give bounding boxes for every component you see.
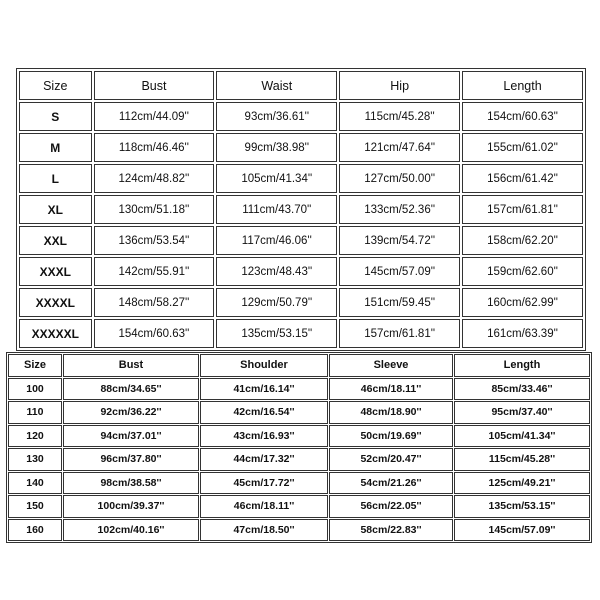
table-row bbox=[19, 288, 583, 317]
cell-hip: 145cm/57.09'' bbox=[339, 257, 460, 286]
header-bust: Bust bbox=[63, 354, 199, 377]
cell-size: XXL bbox=[19, 226, 92, 255]
cell-hip: 151cm/59.45'' bbox=[339, 288, 460, 317]
header-bust: Bust bbox=[94, 71, 215, 100]
cell-length: 158cm/62.20'' bbox=[462, 226, 583, 255]
cell-length: 159cm/62.60'' bbox=[462, 257, 583, 286]
table-row bbox=[19, 319, 583, 348]
cell-size: 120 bbox=[8, 425, 62, 448]
cell-size: 110 bbox=[8, 401, 62, 424]
cell-shoulder: 46cm/18.11'' bbox=[200, 495, 328, 518]
cell-size: 140 bbox=[8, 472, 62, 495]
cell-length: 161cm/63.39'' bbox=[462, 319, 583, 348]
cell-waist: 99cm/38.98'' bbox=[216, 133, 337, 162]
cell-waist: 117cm/46.06'' bbox=[216, 226, 337, 255]
cell-sleeve: 54cm/21.26'' bbox=[329, 472, 453, 495]
cell-size: XXXL bbox=[19, 257, 92, 286]
table-row bbox=[19, 133, 583, 162]
cell-length: 135cm/53.15'' bbox=[454, 495, 590, 518]
cell-size: S bbox=[19, 102, 92, 131]
cell-waist: 105cm/41.34'' bbox=[216, 164, 337, 193]
cell-sleeve: 52cm/20.47'' bbox=[329, 448, 453, 471]
cell-waist: 111cm/43.70'' bbox=[216, 195, 337, 224]
cell-bust: 88cm/34.65'' bbox=[63, 378, 199, 401]
table-row bbox=[19, 226, 583, 255]
cell-size: 130 bbox=[8, 448, 62, 471]
cell-size: 150 bbox=[8, 495, 62, 518]
cell-size: XXXXXL bbox=[19, 319, 92, 348]
cell-shoulder: 43cm/16.93'' bbox=[200, 425, 328, 448]
table-header-row bbox=[8, 354, 590, 377]
cell-bust: 94cm/37.01'' bbox=[63, 425, 199, 448]
header-length: Length bbox=[454, 354, 590, 377]
table-row bbox=[8, 519, 590, 542]
cell-bust: 118cm/46.46'' bbox=[94, 133, 215, 162]
cell-sleeve: 46cm/18.11'' bbox=[329, 378, 453, 401]
cell-sleeve: 58cm/22.83'' bbox=[329, 519, 453, 542]
cell-waist: 123cm/48.43'' bbox=[216, 257, 337, 286]
cell-shoulder: 41cm/16.14'' bbox=[200, 378, 328, 401]
header-size: Size bbox=[8, 354, 62, 377]
cell-hip: 121cm/47.64'' bbox=[339, 133, 460, 162]
cell-length: 125cm/49.21'' bbox=[454, 472, 590, 495]
cell-sleeve: 48cm/18.90'' bbox=[329, 401, 453, 424]
cell-bust: 102cm/40.16'' bbox=[63, 519, 199, 542]
cell-bust: 92cm/36.22'' bbox=[63, 401, 199, 424]
cell-size: XL bbox=[19, 195, 92, 224]
table-row bbox=[8, 495, 590, 518]
adult-size-chart-table bbox=[16, 68, 586, 351]
cell-length: 95cm/37.40'' bbox=[454, 401, 590, 424]
cell-length: 155cm/61.02'' bbox=[462, 133, 583, 162]
cell-length: 115cm/45.28'' bbox=[454, 448, 590, 471]
cell-hip: 115cm/45.28'' bbox=[339, 102, 460, 131]
cell-hip: 157cm/61.81'' bbox=[339, 319, 460, 348]
header-hip: Hip bbox=[339, 71, 460, 100]
cell-waist: 93cm/36.61'' bbox=[216, 102, 337, 131]
table-header-row bbox=[19, 71, 583, 100]
table-row bbox=[8, 401, 590, 424]
cell-length: 145cm/57.09'' bbox=[454, 519, 590, 542]
cell-length: 157cm/61.81'' bbox=[462, 195, 583, 224]
cell-shoulder: 44cm/17.32'' bbox=[200, 448, 328, 471]
table-row bbox=[19, 164, 583, 193]
cell-bust: 112cm/44.09'' bbox=[94, 102, 215, 131]
cell-sleeve: 50cm/19.69'' bbox=[329, 425, 453, 448]
cell-bust: 124cm/48.82'' bbox=[94, 164, 215, 193]
header-size: Size bbox=[19, 71, 92, 100]
cell-bust: 130cm/51.18'' bbox=[94, 195, 215, 224]
table-row bbox=[8, 425, 590, 448]
cell-hip: 127cm/50.00'' bbox=[339, 164, 460, 193]
cell-length: 160cm/62.99'' bbox=[462, 288, 583, 317]
cell-size: M bbox=[19, 133, 92, 162]
cell-length: 85cm/33.46'' bbox=[454, 378, 590, 401]
cell-shoulder: 42cm/16.54'' bbox=[200, 401, 328, 424]
table-row bbox=[8, 378, 590, 401]
cell-waist: 135cm/53.15'' bbox=[216, 319, 337, 348]
table-row bbox=[19, 257, 583, 286]
cell-size: XXXXL bbox=[19, 288, 92, 317]
table-row bbox=[19, 102, 583, 131]
cell-length: 154cm/60.63'' bbox=[462, 102, 583, 131]
header-sleeve: Sleeve bbox=[329, 354, 453, 377]
kids-size-chart-table bbox=[6, 352, 592, 543]
cell-size: L bbox=[19, 164, 92, 193]
cell-sleeve: 56cm/22.05'' bbox=[329, 495, 453, 518]
table-row bbox=[8, 472, 590, 495]
cell-size: 100 bbox=[8, 378, 62, 401]
cell-bust: 142cm/55.91'' bbox=[94, 257, 215, 286]
cell-hip: 133cm/52.36'' bbox=[339, 195, 460, 224]
cell-shoulder: 45cm/17.72'' bbox=[200, 472, 328, 495]
cell-length: 156cm/61.42'' bbox=[462, 164, 583, 193]
cell-length: 105cm/41.34'' bbox=[454, 425, 590, 448]
header-length: Length bbox=[462, 71, 583, 100]
table-row bbox=[19, 195, 583, 224]
header-shoulder: Shoulder bbox=[200, 354, 328, 377]
cell-bust: 154cm/60.63'' bbox=[94, 319, 215, 348]
cell-shoulder: 47cm/18.50'' bbox=[200, 519, 328, 542]
cell-bust: 98cm/38.58'' bbox=[63, 472, 199, 495]
cell-hip: 139cm/54.72'' bbox=[339, 226, 460, 255]
cell-waist: 129cm/50.79'' bbox=[216, 288, 337, 317]
table-row bbox=[8, 448, 590, 471]
cell-bust: 100cm/39.37'' bbox=[63, 495, 199, 518]
cell-bust: 148cm/58.27'' bbox=[94, 288, 215, 317]
cell-bust: 136cm/53.54'' bbox=[94, 226, 215, 255]
cell-size: 160 bbox=[8, 519, 62, 542]
header-waist: Waist bbox=[216, 71, 337, 100]
cell-bust: 96cm/37.80'' bbox=[63, 448, 199, 471]
